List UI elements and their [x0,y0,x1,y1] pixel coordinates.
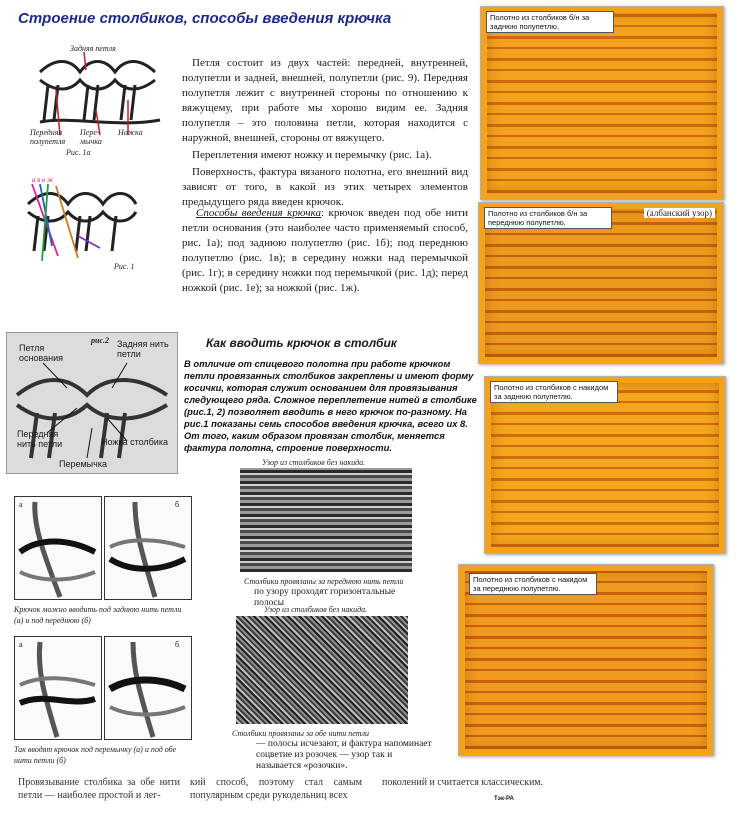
intro-text [182,56,468,212]
hook-bridge-illustration [15,637,101,739]
fig1a-caption: Рис. 1а [66,148,91,157]
gray1-caption-normal: по узору проходят горизонтальные полосы [254,587,396,608]
fig2-label-leg: Ножка столбика [101,437,168,447]
page-title: Строение столбиков, способы введения крючка [18,10,392,27]
gray2-caption-italic: Столбики провязаны за обе нити петли [232,729,370,738]
swatch-4-knit [465,571,707,749]
swatch-2-label: Полотно из столбиков б/н за переднюю полупетлю. [484,207,612,229]
fig2-label-front-thread: Передняя нить петли [17,429,63,449]
gray1-swatch [240,468,412,572]
bottom-col-3: поколений и считается классическим. [382,777,544,788]
gray1-title: Узор из столбиков без накида. [262,458,366,467]
intro-paragraph-3: Поверхность, фактура вязаного полотна, его внешний вид зависят от того, в какой из этих четырех элементов предыдущего ряда введен крючок. [182,166,468,208]
figure-1a [30,40,170,160]
swatch-3-knit [491,383,719,547]
swatch-1-knit [487,13,717,193]
figure-2 [6,332,178,474]
credit: Тэк-РА [494,796,514,802]
sketch-bottom-a [14,636,102,740]
sketch-top-label-a: а [19,500,23,509]
figure-1 [18,176,168,276]
intro-paragraph-1: Петля состоит из двух частей: передней, внутренней, полупетли и задней, внешней, полупетли (рис. 9). Передняя полупетля лежит с внутренней стороны по отношению к вяжущему, при работе мы хорошо видим ее. Задняя полупетля – это половина петли, которая находится с наружной, внешней, стороны от вяжущего. [182,57,468,144]
sketch-top-a [14,496,102,600]
fig1-letters: а в в ж [32,176,54,184]
gray2-swatch [236,616,408,724]
fig2-tag: рис.2 [91,336,109,345]
swatch-2-knit [485,209,717,357]
swatch-1-label: Полотно из столбиков б/н за заднюю полупетлю. [486,11,614,33]
bottom-col-1: Провязывание столбика за обе нити петли — наиболее простой и лег- [18,777,180,801]
swatch-2-extra: (албанский узор) [644,208,715,218]
gray2-caption-normal: — полосы исчезают, и фактура напоминает соцветие из розочек — узор так и называется «розочки». [256,739,432,771]
swatch-4 [458,564,714,756]
gray2-title: Узор из столбиков без накида. [264,605,368,614]
sketch-bottom-label-b: б [175,640,180,649]
swatch-1 [480,6,724,200]
swatch-3 [484,376,726,554]
sketch-bottom-b [104,636,192,740]
sketch-bottom-caption: Так вводят крючок под перемычку (а) и под обе нити петли (б) [14,745,177,765]
fig1-caption: Рис. 1 [114,262,135,271]
sketch-top-b [104,496,192,600]
sketch-bottom-label-a: а [19,640,23,649]
fig2-label-back-thread: Задняя нить петли [117,339,169,359]
hook-both-threads-illustration [105,637,191,739]
methods-heading: Способы введения крючка [196,207,321,219]
hook-front-thread-illustration [105,497,191,599]
label-front-loop: Передняя полупетля [30,128,66,146]
sketch-top-caption: Крючок можно вводить под заднюю нить петли (а) и под переднюю (б) [14,605,182,625]
swatch-2 [478,202,724,364]
gray1-caption-italic: Столбики провязаны за переднюю нить петли [244,577,404,586]
sketch-top [14,496,190,600]
sketch-top-label-b: б [175,500,180,509]
hook-back-thread-illustration [15,497,101,599]
intro-paragraph-2: Переплетения имеют ножку и перемычку (рис. 1а). [192,149,432,161]
label-leg: Ножка [118,128,143,137]
hook-positions-illustration [18,176,138,271]
how-to-text: В отличие от спицевого полотна при работе крючком петли провязанных столбиков закреплены и имеют форму косички, которая служит основанием для провязывания следующего ряда. Сложное переплетение нитей в столбике (рис.1, 2) позволяет вводить в него крючок по-разному. На рис.1 показаны семь способов введения крючка, всего их 8. От того, каким образом провязан столбик, меняется фактура полотна, строение поверхности. [184,358,477,453]
methods-body: : крючок введен под обе нити петли основания (это наиболее часто применяемый способ, рис. 1а); под заднюю полупетлю (рис. 1б); под переднюю полупетлю (рис. 1в); в середину ножки над перемычкой (рис. 1г); в середину ножки под перемычкой (рис. 1д); перед ножкой (рис. 1е); за ножкой (рис. 1ж). [182,207,468,294]
label-back-loop: Задняя петля [70,44,116,53]
fig2-label-bridge: Перемычка [59,459,107,469]
fig2-label-base-loop: Петля основания [19,343,64,363]
how-to-heading: Как вводить крючок в столбик [206,336,397,350]
swatch-3-label: Полотно из столбиков с накидом за заднюю полупетлю. [490,381,618,403]
methods-text [182,206,468,298]
label-bridge: Пере-мычка [80,128,102,146]
swatch-4-label: Полотно из столбиков с накидом за переднюю полупетлю. [469,573,597,595]
gray2-caption [232,728,432,772]
sketch-bottom [14,636,190,740]
bottom-col-2: кий способ, поэтому стал самым популярным среди рукодельниц всех [190,777,362,801]
